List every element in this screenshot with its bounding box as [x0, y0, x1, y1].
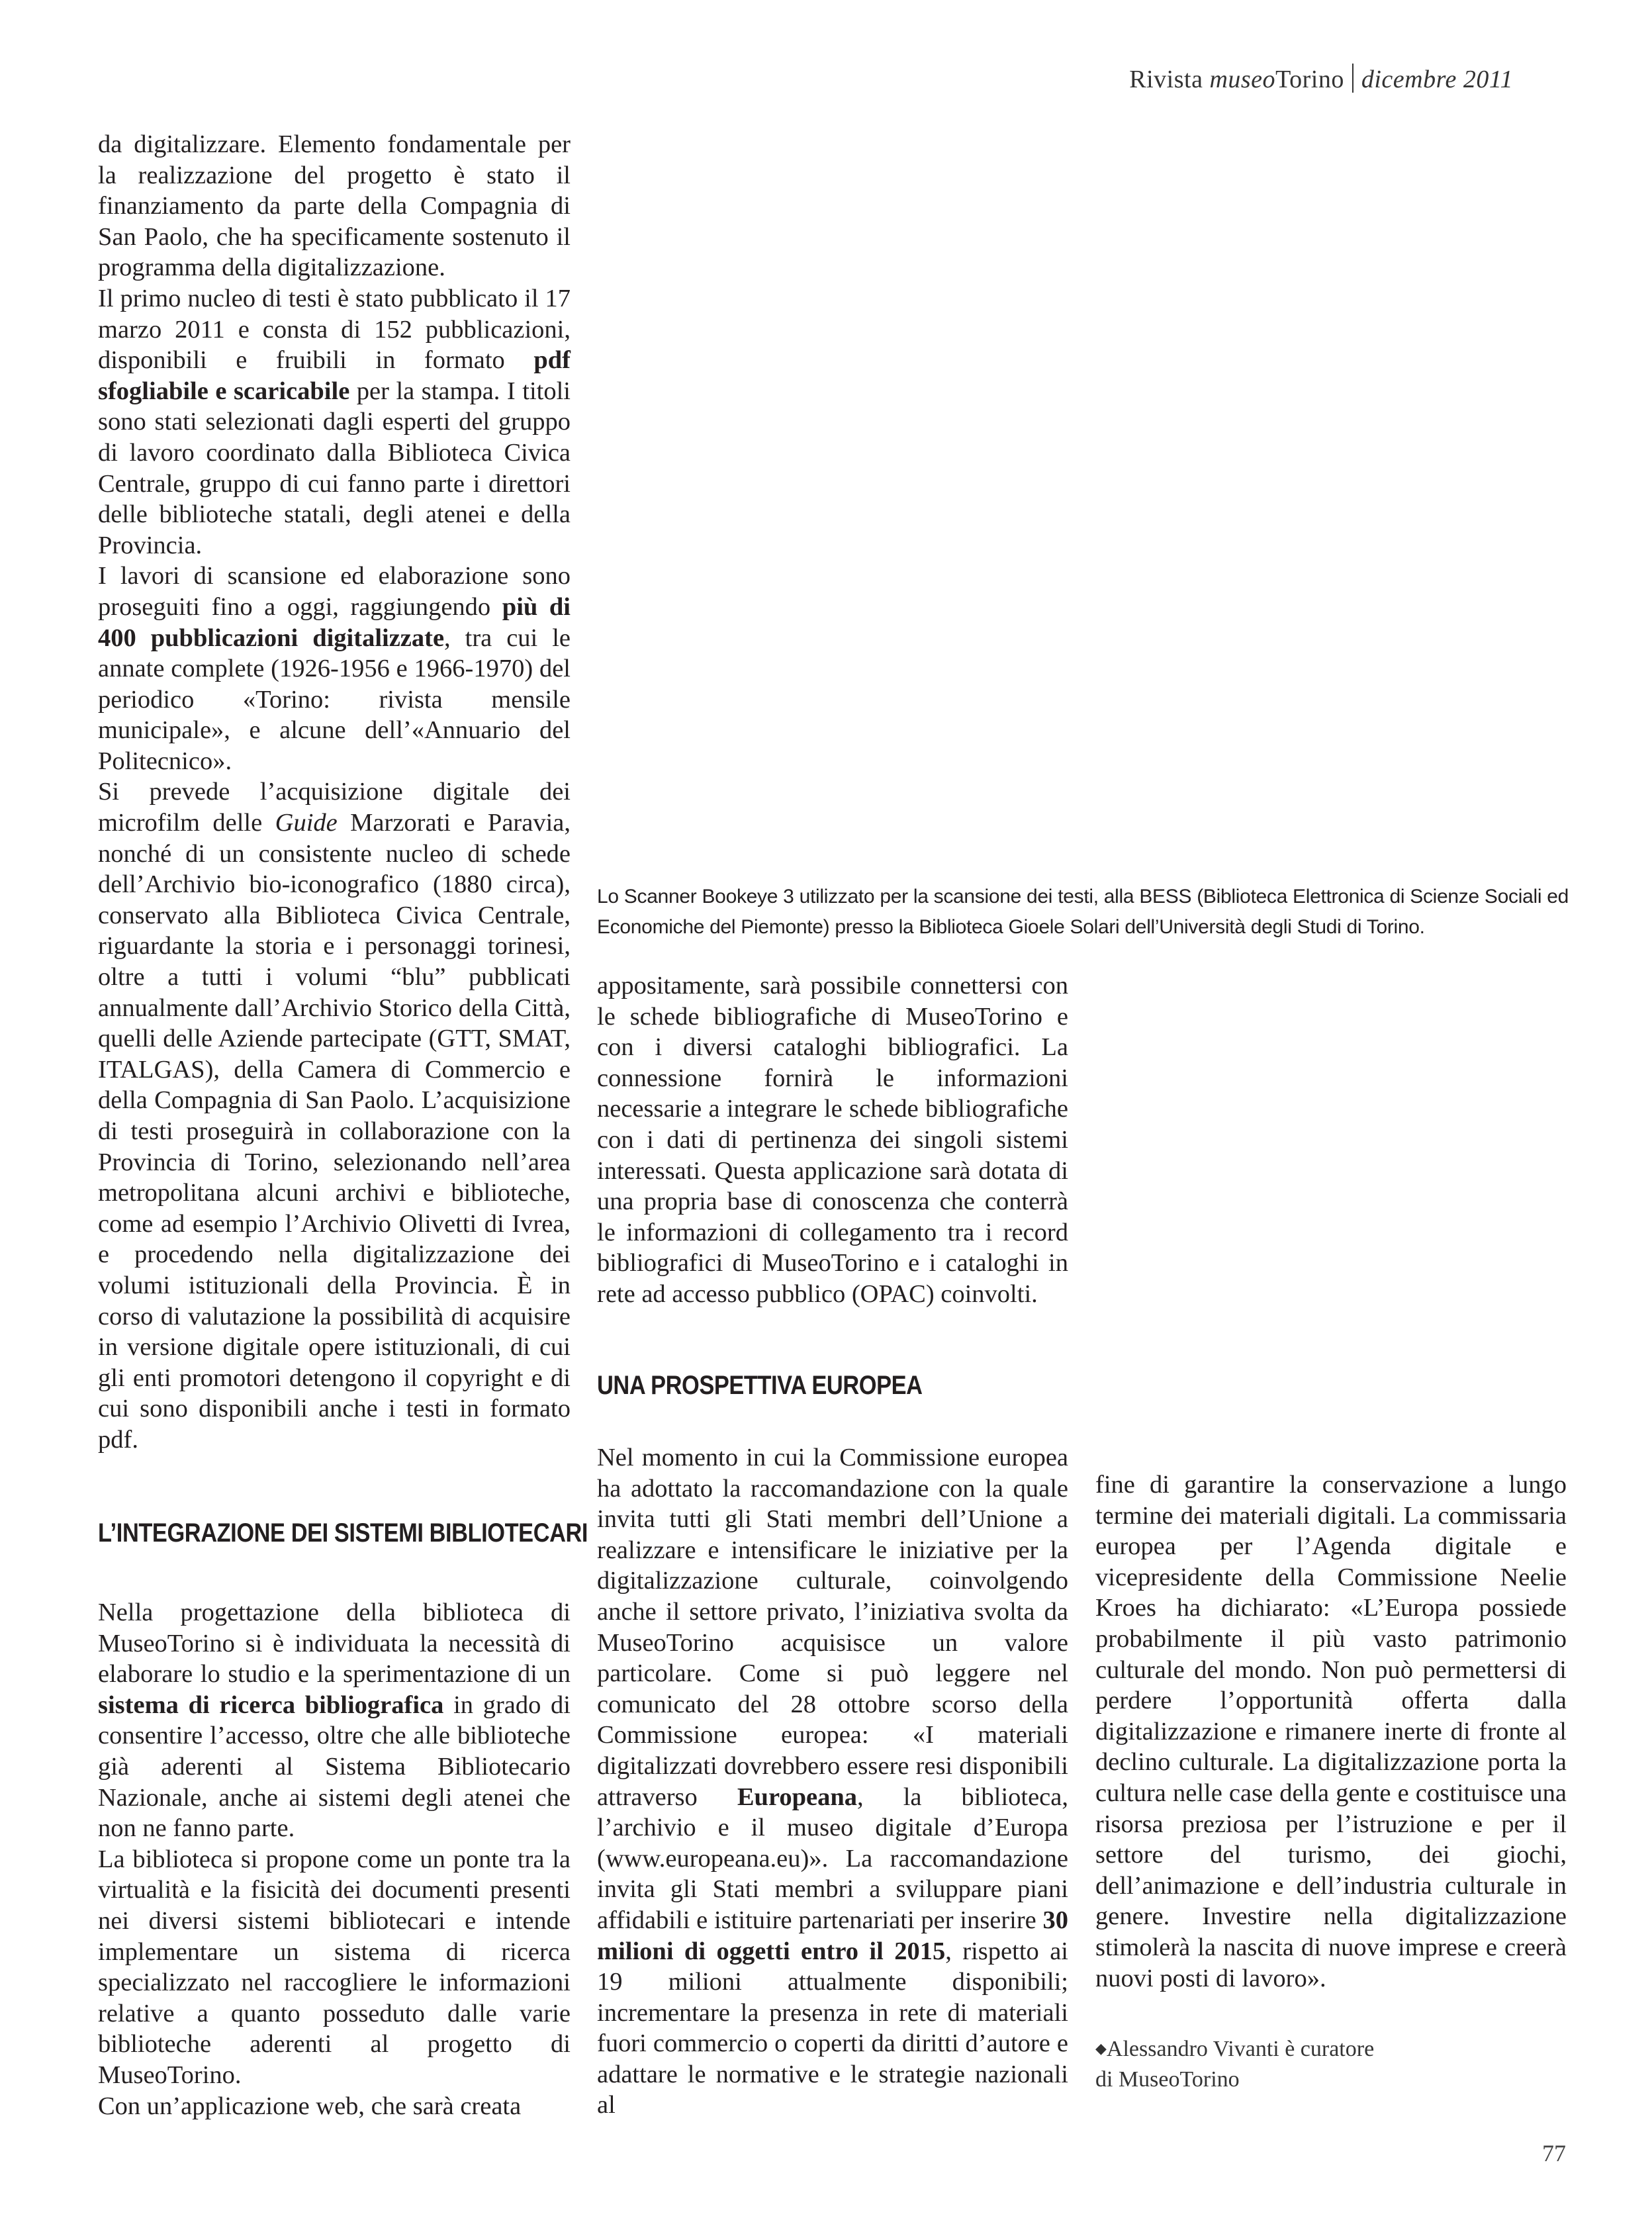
- magazine-name: Rivista museoTorino: [1129, 66, 1344, 93]
- photo-caption: Lo Scanner Bookeye 3 utilizzato per la scansione dei testi, alla BESS (Biblioteca Elettronica di Scienze Sociali ed Economiche del Piemonte) presso la Biblioteca Gioele Solari dell’Università degli Studi di Torino.: [597, 886, 1569, 938]
- paragraph: Nella progettazione della biblioteca di MuseoTorino si è individuata la necessità di elaborare lo studio e la sperimentazione di un sistema di ricerca bibliografica in grado di consentire l’accesso, oltre che alle biblioteche già aderenti al Sistema Bibliotecario Nazionale, anche ai sistemi degli atenei che non ne fanno parte.: [98, 1599, 571, 1843]
- column-2-top: [597, 970, 1068, 1310]
- paragraph: La biblioteca si propone come un ponte tra la virtualità e la fisicità dei documenti presenti nei diversi sistemi bibliotecari e intende implementare un sistema di ricerca specializzato nel raccogliere le informazioni relative a quanto posseduto dalle varie biblioteche aderenti al progetto di MuseoTorino.: [98, 1845, 571, 2089]
- column-1-bottom: [98, 1597, 571, 2121]
- column-1-top: [98, 129, 571, 1456]
- section-heading-prospettiva-europea: UNA PROSPETTIVA EUROPEA: [597, 1371, 923, 1400]
- issue-date: dicembre 2011: [1361, 66, 1513, 93]
- diamond-bullet-icon: ◆: [1095, 2040, 1107, 2057]
- header-divider: [1352, 64, 1354, 93]
- running-header: [1129, 64, 1513, 94]
- paragraph: I lavori di scansione ed elaborazione sono proseguiti fino a oggi, raggiungendo più di 400 pubblicazioni digitalizzate, tra cui le annate complete (1926-1956 e 1966-1970) del periodico «Torino: rivista mensile municipale», e alcune dell’«Annuario del Politecnico».: [98, 562, 571, 775]
- paragraph: Con un’applicazione web, che sarà creata: [98, 2092, 522, 2120]
- paragraph: fine di garantire la conservazione a lungo termine dei materiali digitali. La commissaria europea per l’Agenda digitale e vicepresidente della Commissione Neelie Kroes ha dichiarato: «L’Europa possiede probabilmente il più vasto patrimonio culturale del mondo. Non può permettersi di perdere l’opportunità offerta dalla digitalizzazione e rimanere inerte di fronte al declino culturale. La digitalizzazione porta la cultura nelle case della gente e costituisce una risorsa preziosa per l’istruzione e per il settore del turismo, dei giochi, dell’animazione e dell’industria culturale in genere. Investire nella digitalizzazione stimolerà la nascita di nuove imprese e creerà nuovi posti di lavoro».: [1095, 1471, 1567, 1992]
- section-heading-integrazione: L’INTEGRAZIONE DEI SISTEMI BIBLIOTECARI: [98, 1518, 588, 1548]
- paragraph: Il primo nucleo di testi è stato pubblicato il 17 marzo 2011 e consta di 152 pubblicazioni, disponibili e fruibili in formato pdf sfogliabile e scaricabile per la stampa. I titoli sono stati selezionati dagli esperti del gruppo di lavoro coordinato dalla Biblioteca Civica Centrale, gruppo di cui fanno parte i direttori delle biblioteche statali, degli atenei e della Provincia.: [98, 284, 571, 559]
- paragraph: appositamente, sarà possibile connettersi con le schede bibliografiche di MuseoTorino e con i diversi cataloghi bibliografici. La connessione fornirà le informazioni necessarie a integrare le schede bibliografiche con i dati di pertinenza dei singoli sistemi interessati. Questa applicazione sarà dotata di una propria base di conoscenza che conterrà le informazioni di collegamento tra i record bibliografici di MuseoTorino e i cataloghi in rete ad accesso pubblico (OPAC) coinvolti.: [597, 972, 1068, 1308]
- paragraph: da digitalizzare. Elemento fondamentale per la realizzazione del progetto è stato il finanziamento da parte della Compagnia di San Paolo, che ha specificamente sostenuto il programma della digitalizzazione.: [98, 130, 571, 282]
- author-note: ◆Alessandro Vivanti è curatore di MuseoTorino: [1095, 2037, 1375, 2092]
- column-3: [1095, 1469, 1567, 1994]
- paragraph: Nel momento in cui la Commissione europea ha adottato la raccomandazione con la quale invita tutti gli Stati membri dell’Unione a realizzare e intensificare le iniziative per la digitalizzazione culturale, coinvolgendo anche il settore privato, l’iniziativa svolta da MuseoTorino acquisisce un valore particolare. Come si può leggere nel comunicato del 28 ottobre scorso della Commissione europea: «I materiali digitalizzati dovrebbero essere resi disponibili attraverso Europeana, la biblioteca, l’archivio e il museo digitale d’Europa (www.europeana.eu)». La raccomandazione invita gli Stati membri a sviluppare piani affidabili e istituire partenariati per inserire 30 milioni di oggetti entro il 2015, rispetto ai 19 milioni attualmente disponibili; incrementare la presenza in rete di materiali fuori commercio o coperti da diritti d’autore e adattare le normative e le strategie nazionali al: [597, 1444, 1068, 2119]
- page-number: 77: [1542, 2140, 1566, 2166]
- column-2-bottom: [597, 1442, 1068, 2121]
- paragraph: Si prevede l’acquisizione digitale dei microfilm delle Guide Marzorati e Paravia, nonché di un consistente nucleo di schede dell’Archivio bio-iconografico (1880 circa), conservato alla Biblioteca Civica Centrale, riguardante la storia e i personaggi torinesi, oltre a tutti i volumi “blu” pubblicati annualmente dall’Archivio Storico della Città, quelli delle Aziende partecipate (GTT, SMAT, ITALGAS), della Camera di Commercio e della Compagnia di San Paolo. L’acquisizione di testi proseguirà in collaborazione con la Provincia di Torino, selezionando nell’area metropolitana alcuni archivi e biblioteche, come ad esempio l’Archivio Olivetti di Ivrea, e procedendo nella digitalizzazione dei volumi istituzionali della Provincia. È in corso di valutazione la possibilità di acquisire in versione digitale opere istituzionali, di cui gli enti promotori detengono il copyright e di cui sono disponibili anche i testi in formato pdf.: [98, 778, 571, 1454]
